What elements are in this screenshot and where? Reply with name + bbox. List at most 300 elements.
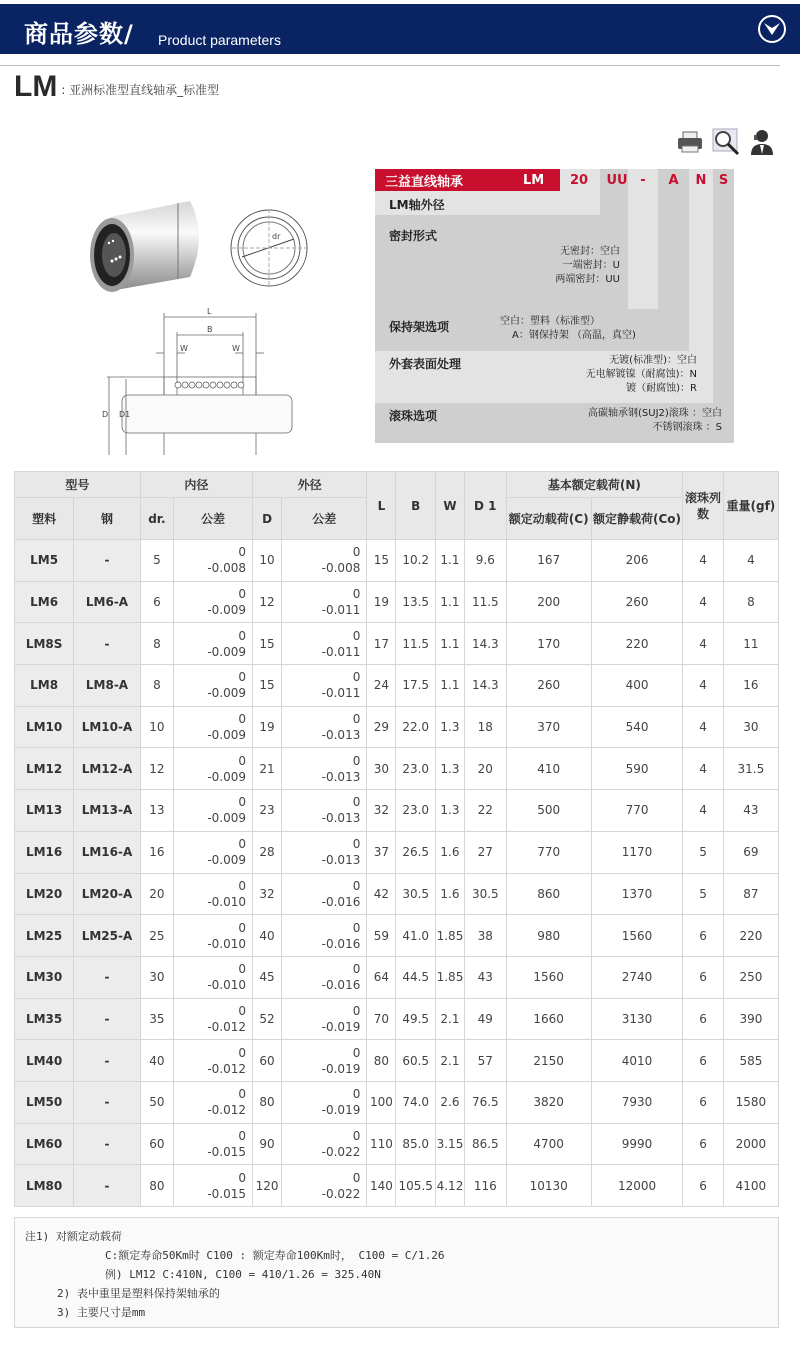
code-segment-surface: N — [695, 172, 707, 188]
magnifier-icon[interactable] — [712, 128, 740, 156]
cell-steel-model: - — [74, 623, 141, 665]
cell-dynamic-load: 170 — [506, 623, 591, 665]
bearing-photo — [90, 201, 199, 292]
table-row — [15, 873, 779, 915]
cell-dr: 13 — [140, 790, 173, 832]
cell-weight: 585 — [723, 1040, 778, 1082]
cell-W: 1.1 — [435, 623, 464, 665]
cell-dynamic-load: 1660 — [506, 998, 591, 1040]
cell-W: 1.1 — [435, 581, 464, 623]
cell-ball-rows: 5 — [683, 873, 724, 915]
cell-outer-tolerance: 0 -0.016 — [282, 956, 367, 998]
cell-ball-rows: 4 — [683, 706, 724, 748]
cell-L: 17 — [367, 623, 396, 665]
cell-W: 1.85 — [435, 956, 464, 998]
note-3: 3) 主要尺寸是mm — [57, 1306, 146, 1319]
svg-text:L: L — [207, 307, 212, 316]
svg-text:D: D — [102, 410, 109, 419]
cell-ball-rows: 6 — [683, 998, 724, 1040]
seal-block: 密封形式 无密封：空白 一端密封：U 两端密封：UU — [375, 215, 628, 311]
cell-plastic-model: LM20 — [15, 873, 74, 915]
cell-D1: 38 — [465, 915, 507, 957]
cell-B: 85.0 — [396, 1123, 435, 1165]
cell-plastic-model: LM12 — [15, 748, 74, 790]
cell-L: 29 — [367, 706, 396, 748]
cell-B: 41.0 — [396, 915, 435, 957]
cell-static-load: 206 — [591, 540, 682, 582]
cell-plastic-model: LM16 — [15, 831, 74, 873]
cell-steel-model: LM8-A — [74, 665, 141, 707]
cell-L: 42 — [367, 873, 396, 915]
code-segment-dash: - — [640, 172, 646, 188]
table-row — [15, 790, 779, 832]
section-title-zh: 商品参数/ — [24, 20, 134, 48]
cell-steel-model: - — [74, 1040, 141, 1082]
header-static-load: 额定静载荷(Co) — [591, 498, 682, 540]
cell-W: 1.3 — [435, 748, 464, 790]
cell-D: 12 — [253, 581, 282, 623]
cell-D1: 9.6 — [465, 540, 507, 582]
cell-plastic-model: LM50 — [15, 1081, 74, 1123]
cell-ball-rows: 5 — [683, 831, 724, 873]
cell-B: 60.5 — [396, 1040, 435, 1082]
table-row — [15, 665, 779, 707]
header-inner-tolerance: 公差 — [174, 498, 253, 540]
cell-weight: 4100 — [723, 1165, 778, 1207]
surface-block: 外套表面处理 无镀(标准型)：空白 无电解镀镍（耐腐蚀)：N 镀（耐腐蚀)：R — [375, 351, 713, 403]
cell-D1: 27 — [465, 831, 507, 873]
cell-steel-model: LM20-A — [74, 873, 141, 915]
cell-weight: 390 — [723, 998, 778, 1040]
cell-weight: 11 — [723, 623, 778, 665]
cell-outer-tolerance: 0 -0.019 — [282, 998, 367, 1040]
cell-static-load: 770 — [591, 790, 682, 832]
cell-inner-tolerance: 0 -0.008 — [174, 540, 253, 582]
cell-ball-rows: 6 — [683, 1165, 724, 1207]
note-1-formula: C:额定寿命50Km时 C100 : 额定寿命100Km时， C100 = C/1.26 — [105, 1249, 445, 1262]
part-number-code-chart — [375, 169, 734, 443]
header-inner-diameter: 内径 — [140, 472, 252, 498]
cell-outer-tolerance: 0 -0.011 — [282, 581, 367, 623]
cell-dr: 35 — [140, 998, 173, 1040]
cell-plastic-model: LM30 — [15, 956, 74, 998]
cell-W: 2.1 — [435, 1040, 464, 1082]
cell-L: 64 — [367, 956, 396, 998]
cell-weight: 2000 — [723, 1123, 778, 1165]
cell-dr: 16 — [140, 831, 173, 873]
code-segment-ball: S — [718, 172, 729, 188]
cell-D1: 116 — [465, 1165, 507, 1207]
header-ball-rows: 滚珠列数 — [683, 472, 724, 540]
series-description: : 亚洲标准型直线轴承_标准型 — [61, 83, 220, 97]
cell-static-load: 3130 — [591, 998, 682, 1040]
cell-D1: 43 — [465, 956, 507, 998]
cell-outer-tolerance: 0 -0.022 — [282, 1123, 367, 1165]
cell-D1: 20 — [465, 748, 507, 790]
cell-steel-model: - — [74, 540, 141, 582]
cell-dr: 80 — [140, 1165, 173, 1207]
section-header-banner — [0, 4, 800, 54]
header-D1: D 1 — [465, 472, 507, 540]
cell-steel-model: - — [74, 1123, 141, 1165]
cell-inner-tolerance: 0 -0.009 — [174, 790, 253, 832]
cell-weight: 8 — [723, 581, 778, 623]
cell-D: 23 — [253, 790, 282, 832]
shaft-label: LM轴外径 — [389, 198, 445, 212]
cell-ball-rows: 4 — [683, 748, 724, 790]
table-row — [15, 915, 779, 957]
cell-D1: 14.3 — [465, 623, 507, 665]
cell-B: 44.5 — [396, 956, 435, 998]
header-dynamic-load: 额定动载荷(C) — [506, 498, 591, 540]
cell-plastic-model: LM6 — [15, 581, 74, 623]
cell-dr: 5 — [140, 540, 173, 582]
cell-outer-tolerance: 0 -0.013 — [282, 706, 367, 748]
header-W: W — [435, 472, 464, 540]
cell-static-load: 540 — [591, 706, 682, 748]
cell-dr: 25 — [140, 915, 173, 957]
cell-plastic-model: LM40 — [15, 1040, 74, 1082]
cell-W: 1.85 — [435, 915, 464, 957]
svg-text:B: B — [207, 325, 213, 334]
table-row — [15, 706, 779, 748]
note-1-example: 例) LM12 C:410N, C100 = 410/1.26 = 325.40N — [105, 1268, 381, 1281]
cell-W: 1.1 — [435, 665, 464, 707]
cell-inner-tolerance: 0 -0.010 — [174, 873, 253, 915]
cell-D: 40 — [253, 915, 282, 957]
cell-static-load: 7930 — [591, 1081, 682, 1123]
header-L: L — [367, 472, 396, 540]
table-row — [15, 1123, 779, 1165]
cell-weight: 30 — [723, 706, 778, 748]
cell-B: 105.5 — [396, 1165, 435, 1207]
series-subtitle — [14, 66, 219, 102]
cell-plastic-model: LM35 — [15, 998, 74, 1040]
chevron-down-circle-icon[interactable] — [758, 15, 786, 43]
header-model: 型号 — [15, 472, 141, 498]
cell-L: 30 — [367, 748, 396, 790]
table-row — [15, 581, 779, 623]
cell-D: 28 — [253, 831, 282, 873]
cell-steel-model: LM16-A — [74, 831, 141, 873]
table-row — [15, 1081, 779, 1123]
cell-weight: 69 — [723, 831, 778, 873]
cell-inner-tolerance: 0 -0.012 — [174, 1040, 253, 1082]
header-B: B — [396, 472, 435, 540]
cell-inner-tolerance: 0 -0.009 — [174, 581, 253, 623]
cell-dynamic-load: 167 — [506, 540, 591, 582]
cell-outer-tolerance: 0 -0.022 — [282, 1165, 367, 1207]
cell-D: 90 — [253, 1123, 282, 1165]
cell-inner-tolerance: 0 -0.009 — [174, 665, 253, 707]
code-segment-size: 20 — [569, 172, 589, 188]
cell-ball-rows: 4 — [683, 581, 724, 623]
cell-dynamic-load: 2150 — [506, 1040, 591, 1082]
cell-steel-model: - — [74, 1081, 141, 1123]
cell-B: 23.0 — [396, 748, 435, 790]
cell-outer-tolerance: 0 -0.019 — [282, 1040, 367, 1082]
cell-dynamic-load: 1560 — [506, 956, 591, 998]
cell-dr: 10 — [140, 706, 173, 748]
cell-outer-tolerance: 0 -0.016 — [282, 873, 367, 915]
bearing-drawing — [82, 195, 312, 455]
cell-W: 1.6 — [435, 831, 464, 873]
cell-ball-rows: 6 — [683, 1081, 724, 1123]
cell-dr: 6 — [140, 581, 173, 623]
cell-outer-tolerance: 0 -0.019 — [282, 1081, 367, 1123]
cell-static-load: 9990 — [591, 1123, 682, 1165]
cell-static-load: 12000 — [591, 1165, 682, 1207]
cell-D1: 30.5 — [465, 873, 507, 915]
svg-text:W: W — [180, 344, 188, 353]
cell-L: 110 — [367, 1123, 396, 1165]
cell-inner-tolerance: 0 -0.009 — [174, 623, 253, 665]
cell-weight: 31.5 — [723, 748, 778, 790]
cell-ball-rows: 6 — [683, 1040, 724, 1082]
cell-dynamic-load: 10130 — [506, 1165, 591, 1207]
cell-L: 37 — [367, 831, 396, 873]
cell-static-load: 1560 — [591, 915, 682, 957]
cell-steel-model: - — [74, 956, 141, 998]
printer-icon[interactable] — [676, 128, 704, 156]
cell-ball-rows: 4 — [683, 790, 724, 832]
cell-D: 120 — [253, 1165, 282, 1207]
cell-outer-tolerance: 0 -0.016 — [282, 915, 367, 957]
cell-dynamic-load: 4700 — [506, 1123, 591, 1165]
cell-D1: 11.5 — [465, 581, 507, 623]
cell-static-load: 1170 — [591, 831, 682, 873]
cell-L: 19 — [367, 581, 396, 623]
cell-dynamic-load: 500 — [506, 790, 591, 832]
cell-outer-tolerance: 0 -0.008 — [282, 540, 367, 582]
cell-dynamic-load: 260 — [506, 665, 591, 707]
cell-plastic-model: LM60 — [15, 1123, 74, 1165]
cell-W: 4.12 — [435, 1165, 464, 1207]
header-dr: dr. — [140, 498, 173, 540]
cell-B: 10.2 — [396, 540, 435, 582]
table-row — [15, 1165, 779, 1207]
cell-D: 32 — [253, 873, 282, 915]
svg-text:W: W — [232, 344, 240, 353]
cell-D1: 86.5 — [465, 1123, 507, 1165]
table-row — [15, 1040, 779, 1082]
cell-static-load: 400 — [591, 665, 682, 707]
cell-weight: 250 — [723, 956, 778, 998]
cell-ball-rows: 6 — [683, 1123, 724, 1165]
notes-box — [14, 1217, 779, 1328]
header-outer-tolerance: 公差 — [282, 498, 367, 540]
cell-plastic-model: LM8 — [15, 665, 74, 707]
cell-ball-rows: 6 — [683, 956, 724, 998]
bearing-front-view — [231, 209, 310, 287]
cell-steel-model: LM10-A — [74, 706, 141, 748]
cell-W: 1.6 — [435, 873, 464, 915]
cell-static-load: 4010 — [591, 1040, 682, 1082]
cell-plastic-model: LM13 — [15, 790, 74, 832]
cell-L: 140 — [367, 1165, 396, 1207]
series-code: LM — [14, 70, 58, 103]
header-outer-diameter: 外径 — [253, 472, 367, 498]
cell-D1: 22 — [465, 790, 507, 832]
cell-dynamic-load: 980 — [506, 915, 591, 957]
cell-inner-tolerance: 0 -0.010 — [174, 956, 253, 998]
cell-inner-tolerance: 0 -0.015 — [174, 1123, 253, 1165]
cell-L: 59 — [367, 915, 396, 957]
cell-plastic-model: LM25 — [15, 915, 74, 957]
cell-D: 21 — [253, 748, 282, 790]
cell-outer-tolerance: 0 -0.013 — [282, 790, 367, 832]
cell-B: 74.0 — [396, 1081, 435, 1123]
cell-weight: 1580 — [723, 1081, 778, 1123]
cell-inner-tolerance: 0 -0.009 — [174, 831, 253, 873]
cell-outer-tolerance: 0 -0.011 — [282, 623, 367, 665]
cell-steel-model: - — [74, 1165, 141, 1207]
header-weight: 重量(gf) — [723, 472, 778, 540]
cell-inner-tolerance: 0 -0.015 — [174, 1165, 253, 1207]
cell-dynamic-load: 410 — [506, 748, 591, 790]
cell-W: 3.15 — [435, 1123, 464, 1165]
cell-ball-rows: 4 — [683, 540, 724, 582]
cell-ball-rows: 6 — [683, 915, 724, 957]
tool-icons — [676, 128, 776, 156]
cell-dr: 30 — [140, 956, 173, 998]
cell-dynamic-load: 370 — [506, 706, 591, 748]
cell-dynamic-load: 860 — [506, 873, 591, 915]
svg-text:dr: dr — [272, 232, 281, 241]
note-1: 注1) 对额定动载荷 — [25, 1230, 122, 1243]
table-row — [15, 831, 779, 873]
customer-service-icon[interactable] — [748, 128, 776, 156]
ball-block: 滚珠选项 高碳轴承钢(SUJ2)滚珠 ：空白 不锈钢滚珠 ：S — [375, 403, 734, 443]
cell-steel-model: LM12-A — [74, 748, 141, 790]
cell-weight: 43 — [723, 790, 778, 832]
cell-W: 2.6 — [435, 1081, 464, 1123]
cell-static-load: 260 — [591, 581, 682, 623]
cell-W: 1.3 — [435, 790, 464, 832]
cell-B: 23.0 — [396, 790, 435, 832]
brand-label: 三益直线轴承 LM — [375, 169, 560, 191]
cell-dr: 12 — [140, 748, 173, 790]
cell-D: 60 — [253, 1040, 282, 1082]
cell-B: 11.5 — [396, 623, 435, 665]
cell-inner-tolerance: 0 -0.010 — [174, 915, 253, 957]
cell-D: 80 — [253, 1081, 282, 1123]
header-D: D — [253, 498, 282, 540]
cell-dr: 8 — [140, 665, 173, 707]
svg-text:D1: D1 — [119, 410, 131, 419]
cell-dynamic-load: 3820 — [506, 1081, 591, 1123]
cell-W: 1.3 — [435, 706, 464, 748]
cell-B: 22.0 — [396, 706, 435, 748]
retainer-block: 保持架选项 空白：塑料（标准型） A：钢保持架 （高温，真空) — [375, 309, 658, 351]
cell-plastic-model: LM80 — [15, 1165, 74, 1207]
cell-static-load: 220 — [591, 623, 682, 665]
table-row — [15, 623, 779, 665]
cell-steel-model: - — [74, 998, 141, 1040]
cell-inner-tolerance: 0 -0.012 — [174, 998, 253, 1040]
table-row — [15, 748, 779, 790]
cell-D: 52 — [253, 998, 282, 1040]
cell-D1: 76.5 — [465, 1081, 507, 1123]
cell-dr: 20 — [140, 873, 173, 915]
cell-D: 19 — [253, 706, 282, 748]
cell-dr: 60 — [140, 1123, 173, 1165]
cell-static-load: 590 — [591, 748, 682, 790]
header-steel: 钢 — [74, 498, 141, 540]
cell-steel-model: LM13-A — [74, 790, 141, 832]
table-row — [15, 540, 779, 582]
cell-ball-rows: 4 — [683, 665, 724, 707]
spec-table — [14, 471, 779, 1207]
cell-plastic-model: LM10 — [15, 706, 74, 748]
cell-plastic-model: LM5 — [15, 540, 74, 582]
code-segment-lm: LM — [523, 172, 545, 188]
cell-B: 30.5 — [396, 873, 435, 915]
cell-dr: 8 — [140, 623, 173, 665]
section-title-en: Product parameters — [158, 32, 281, 48]
note-2: 2) 表中重里是塑料保持架轴承的 — [57, 1287, 220, 1300]
cell-L: 100 — [367, 1081, 396, 1123]
cell-ball-rows: 4 — [683, 623, 724, 665]
cell-B: 49.5 — [396, 998, 435, 1040]
cell-D1: 18 — [465, 706, 507, 748]
cell-B: 13.5 — [396, 581, 435, 623]
cell-L: 32 — [367, 790, 396, 832]
cell-outer-tolerance: 0 -0.013 — [282, 748, 367, 790]
code-segment-seal: UU — [606, 172, 628, 188]
cell-weight: 16 — [723, 665, 778, 707]
cell-weight: 87 — [723, 873, 778, 915]
cell-outer-tolerance: 0 -0.011 — [282, 665, 367, 707]
code-segment-retainer: A — [668, 172, 679, 188]
cell-D1: 57 — [465, 1040, 507, 1082]
cell-inner-tolerance: 0 -0.009 — [174, 748, 253, 790]
cell-L: 70 — [367, 998, 396, 1040]
header-basic-load: 基本额定载荷(N) — [506, 472, 683, 498]
cell-W: 2.1 — [435, 998, 464, 1040]
cell-D: 45 — [253, 956, 282, 998]
cell-D: 15 — [253, 623, 282, 665]
cell-static-load: 2740 — [591, 956, 682, 998]
cell-inner-tolerance: 0 -0.012 — [174, 1081, 253, 1123]
cell-L: 15 — [367, 540, 396, 582]
header-plastic: 塑料 — [15, 498, 74, 540]
cell-static-load: 1370 — [591, 873, 682, 915]
cell-D: 10 — [253, 540, 282, 582]
cell-W: 1.1 — [435, 540, 464, 582]
cell-B: 26.5 — [396, 831, 435, 873]
cell-plastic-model: LM8S — [15, 623, 74, 665]
table-row — [15, 998, 779, 1040]
cell-steel-model: LM6-A — [74, 581, 141, 623]
cell-dynamic-load: 200 — [506, 581, 591, 623]
cell-steel-model: LM25-A — [74, 915, 141, 957]
cell-weight: 4 — [723, 540, 778, 582]
cell-dr: 40 — [140, 1040, 173, 1082]
cell-inner-tolerance: 0 -0.009 — [174, 706, 253, 748]
cell-outer-tolerance: 0 -0.013 — [282, 831, 367, 873]
cell-D1: 49 — [465, 998, 507, 1040]
cell-L: 24 — [367, 665, 396, 707]
cell-D1: 14.3 — [465, 665, 507, 707]
cell-dr: 50 — [140, 1081, 173, 1123]
cell-D: 15 — [253, 665, 282, 707]
cell-B: 17.5 — [396, 665, 435, 707]
table-row — [15, 956, 779, 998]
cell-dynamic-load: 770 — [506, 831, 591, 873]
cell-weight: 220 — [723, 915, 778, 957]
cell-L: 80 — [367, 1040, 396, 1082]
